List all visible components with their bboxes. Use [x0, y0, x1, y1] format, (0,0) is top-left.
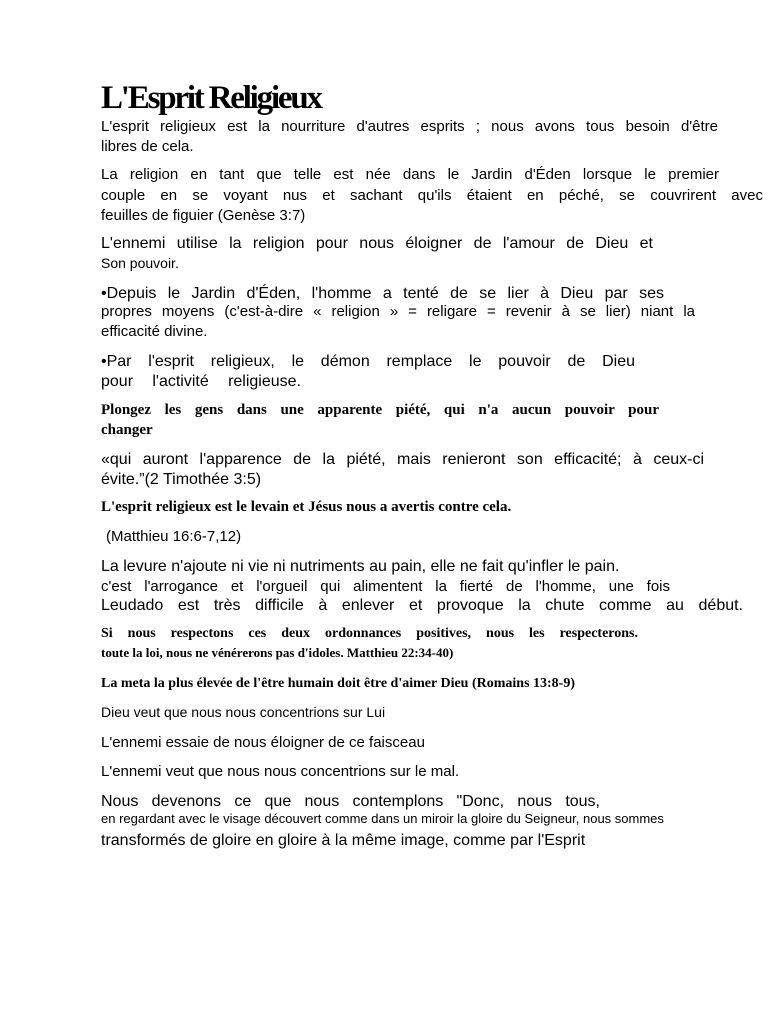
paragraph-line: Nous devenons ce que nous contemplons "Donc, nous tous,: [101, 793, 600, 810]
paragraph-line: Si nous respectons ces deux ordonnances positives, nous les respecterons.: [101, 626, 638, 641]
reference-line: (Matthieu 16:6-7,12): [106, 528, 242, 545]
paragraph-line: «qui auront l'apparence de la piété, mais renieront son efficacité; à ceux-ci: [101, 451, 704, 468]
paragraph-line: couple en se voyant nus et sachant qu'ils étaient en péché, se couvrirent avec: [101, 187, 763, 204]
paragraph-line: L'ennemi essaie de nous éloigner de ce faisceau: [101, 734, 425, 751]
page-title: L'Esprit Religieux: [101, 80, 321, 116]
paragraph-line: Dieu veut que nous nous concentrions sur Lui: [101, 704, 386, 720]
paragraph-line: changer: [101, 422, 153, 438]
paragraph-line: libres de cela.: [101, 138, 194, 155]
paragraph-line: L'ennemi veut que nous nous concentrions sur le mal.: [101, 763, 460, 780]
paragraph-line: évite.”(2 Timothée 3:5): [101, 471, 262, 488]
paragraph-line: •Depuis le Jardin d'Éden, l'homme a tenté de se lier à Dieu par ses: [101, 285, 664, 302]
paragraph-line: toute la loi, nous ne vénérerons pas d'idoles. Matthieu 22:34-40): [101, 645, 454, 660]
paragraph-line: propres moyens (c'est-à-dire « religion » = religare = revenir à se lier) niant la: [101, 303, 695, 320]
paragraph-line: L'ennemi utilise la religion pour nous éloigner de l'amour de Dieu et: [101, 235, 653, 252]
paragraph-line: c'est l'arrogance et l'orgueil qui alimentent la fierté de l'homme, une fois: [101, 578, 670, 595]
paragraph-line: L'esprit religieux est la nourriture d'autres esprits ; nous avons tous besoin d'être: [101, 118, 718, 135]
paragraph-line: La levure n'ajoute ni vie ni nutriments au pain, elle ne fait qu'infler le pain.: [101, 558, 620, 575]
paragraph-line: Son pouvoir.: [101, 255, 179, 271]
paragraph-line: L'esprit religieux est le levain et Jésus nous a avertis contre cela.: [101, 499, 512, 515]
paragraph-line: La religion en tant que telle est née dans le Jardin d'Éden lorsque le premier: [101, 166, 719, 183]
paragraph-line: Leudado est très difficile à enlever et provoque la chute comme au début.: [101, 597, 743, 614]
paragraph-line: en regardant avec le visage découvert comme dans un miroir la gloire du Seigneur, nous sommes: [101, 811, 664, 826]
paragraph-line: pour l'activité religieuse.: [101, 373, 301, 390]
paragraph-line: transformés de gloire en gloire à la même image, comme par l'Esprit: [101, 832, 586, 849]
paragraph-line: Plongez les gens dans une apparente piété, qui n'a aucun pouvoir pour: [101, 402, 659, 418]
paragraph-line: La meta la plus élevée de l'être humain doit être d'aimer Dieu (Romains 13:8-9): [101, 676, 575, 691]
paragraph-line: •Par l'esprit religieux, le démon remplace le pouvoir de Dieu: [101, 353, 635, 370]
paragraph-line: feuilles de figuier (Genèse 3:7): [101, 207, 306, 224]
paragraph-line: efficacité divine.: [101, 323, 208, 340]
